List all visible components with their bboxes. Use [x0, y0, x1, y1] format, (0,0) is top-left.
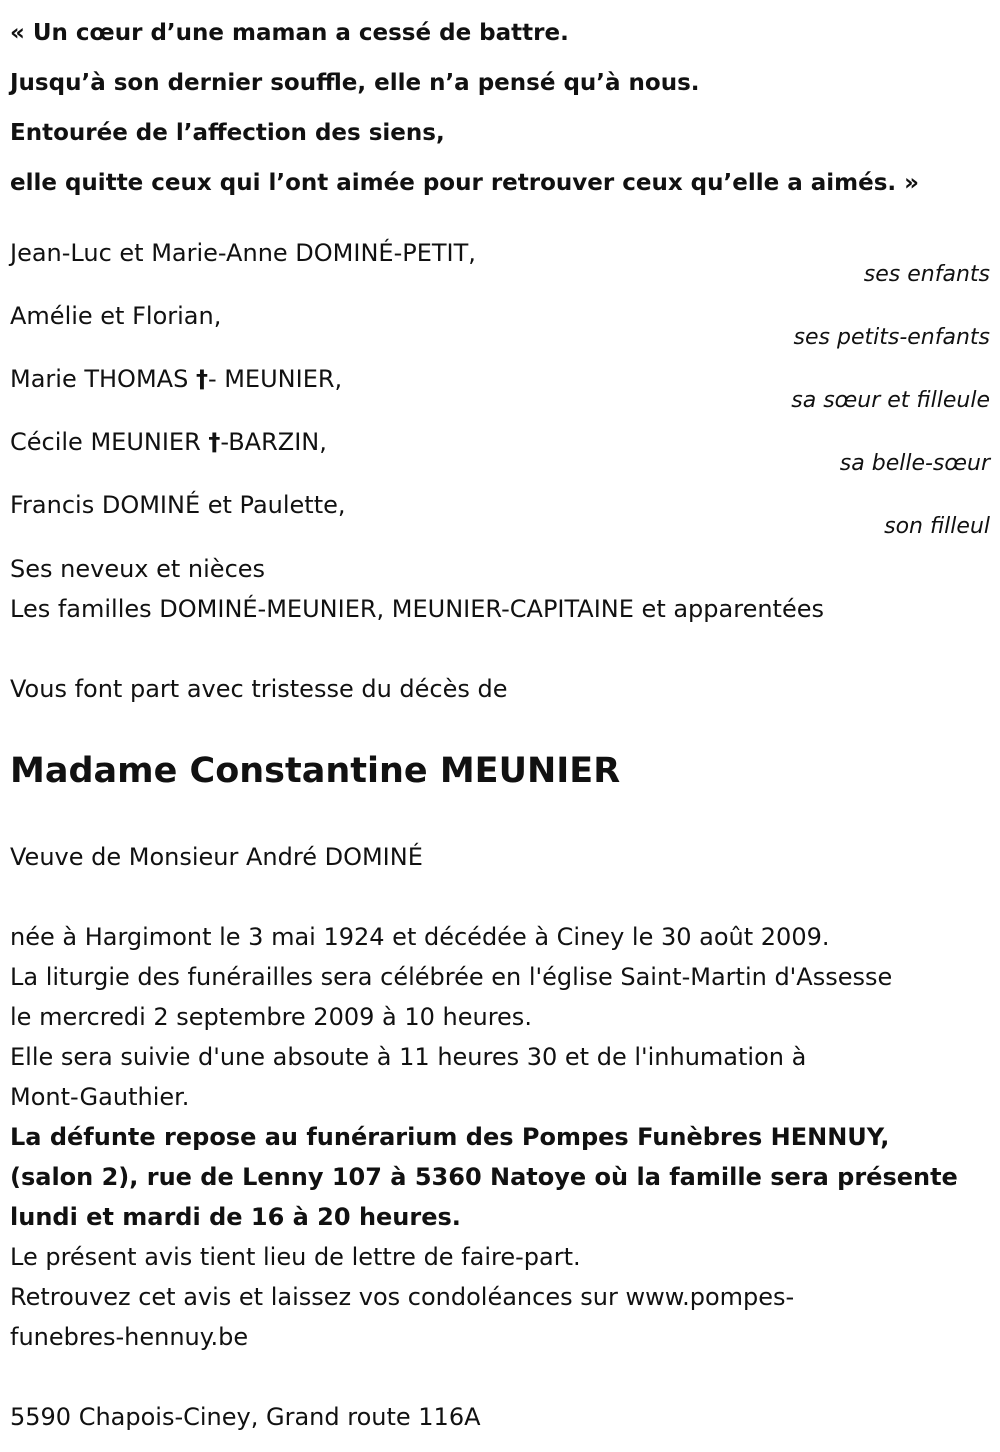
- family-relation: ses petits-enfants: [793, 325, 990, 350]
- family-row: [10, 236, 990, 299]
- detail-line: Mont-Gauthier.: [10, 1083, 190, 1111]
- opening-quote: [10, 8, 995, 208]
- announcement-text: Vous font part avec tristesse du décès de: [10, 675, 508, 703]
- family-member-name: Francis DOMINÉ et Paulette,: [10, 491, 346, 519]
- family-relation: sa sœur et filleule: [791, 388, 990, 413]
- family-member-name: [10, 362, 342, 396]
- name-part: Cécile MEUNIER: [10, 428, 209, 456]
- quote-line: Jusqu’à son dernier souffle, elle n’a pensé qu’à nous.: [10, 70, 700, 96]
- family-row: [10, 488, 990, 551]
- family-row: [10, 425, 990, 488]
- detail-line: Retrouvez cet avis et laissez vos condoléances sur www.pompes-: [10, 1283, 795, 1311]
- detail-line: née à Hargimont le 3 mai 1924 et décédée à Ciney le 30 août 2009.: [10, 923, 830, 951]
- deceased-name: Madame Constantine MEUNIER: [10, 751, 621, 791]
- family-relation: ses enfants: [863, 262, 990, 287]
- family-member-name: Jean-Luc et Marie-Anne DOMINÉ-PETIT,: [10, 239, 476, 267]
- funeral-details: [10, 917, 995, 1357]
- widow-of-text: Veuve de Monsieur André DOMINÉ: [10, 843, 423, 871]
- detail-line: La liturgie des funérailles sera célébrée en l'église Saint-Martin d'Assesse: [10, 963, 893, 991]
- family-member-name: [10, 425, 327, 459]
- family-relation: son filleul: [884, 514, 990, 539]
- family-member-name: Amélie et Florian,: [10, 302, 222, 330]
- name-part: Marie THOMAS: [10, 365, 196, 393]
- quote-line: elle quitte ceux qui l’ont aimée pour retrouver ceux qu’elle a aimés. »: [10, 170, 920, 196]
- deceased-cross-icon: †: [208, 428, 221, 456]
- detail-line: lundi et mardi de 16 à 20 heures.: [10, 1203, 461, 1231]
- family-relation: sa belle-sœur: [839, 451, 990, 476]
- detail-line: Le présent avis tient lieu de lettre de faire-part.: [10, 1243, 581, 1271]
- address-text: 5590 Chapois-Ciney, Grand route 116A: [10, 1403, 481, 1431]
- detail-line: Elle sera suivie d'une absoute à 11 heures 30 et de l'inhumation à: [10, 1043, 807, 1071]
- family-list: [10, 236, 990, 551]
- detail-line: (salon 2), rue de Lenny 107 à 5360 Natoye où la famille sera présente: [10, 1163, 958, 1191]
- extended-family-line: Ses neveux et nièces: [10, 555, 266, 583]
- quote-line: « Un cœur d’une maman a cessé de battre.: [10, 20, 569, 46]
- family-row: [10, 362, 990, 425]
- family-row: [10, 299, 990, 362]
- detail-line: funebres-hennuy.be: [10, 1323, 249, 1351]
- name-part: -BARZIN,: [220, 428, 327, 456]
- quote-line: Entourée de l’affection des siens,: [10, 120, 445, 146]
- extended-family-line: Les familles DOMINÉ-MEUNIER, MEUNIER-CAPITAINE et apparentées: [10, 595, 824, 623]
- name-part: - MEUNIER,: [207, 365, 343, 393]
- detail-line: La défunte repose au funérarium des Pompes Funèbres HENNUY,: [10, 1123, 890, 1151]
- deceased-cross-icon: †: [195, 365, 208, 393]
- detail-line: le mercredi 2 septembre 2009 à 10 heures.: [10, 1003, 532, 1031]
